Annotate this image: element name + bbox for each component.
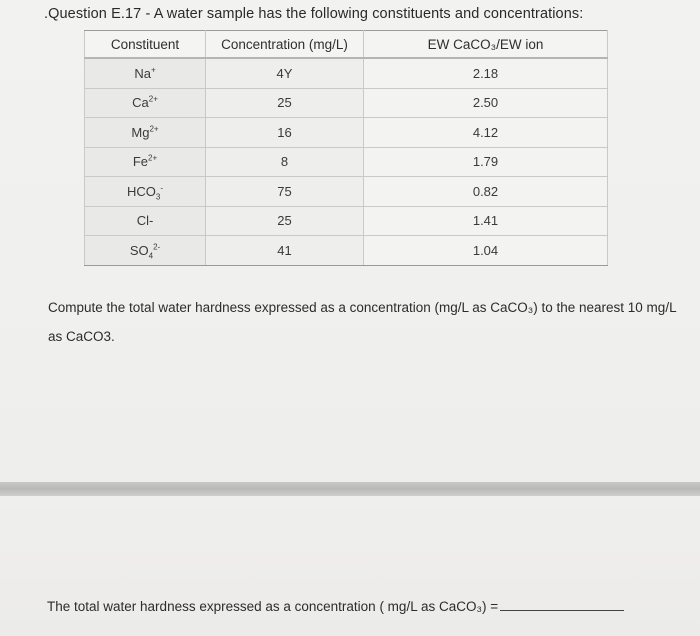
- concentration-cell: 4Y: [206, 58, 364, 88]
- concentration-cell: 41: [206, 236, 364, 266]
- concentration-cell: 25: [206, 88, 364, 118]
- question-title: .Question E.17 - A water sample has the following constituents and concentrations:: [44, 6, 584, 22]
- concentration-cell: 25: [206, 206, 364, 236]
- table-header-row: [85, 31, 608, 59]
- section-divider: [0, 482, 700, 496]
- ion-base: Na: [134, 65, 151, 81]
- ion-cell: [85, 236, 206, 266]
- ion-cell: [85, 88, 206, 118]
- ew-ratio-cell: 1.41: [364, 206, 608, 236]
- header-ew-ratio: EW CaCO₃/EW ion: [364, 31, 608, 59]
- ion-base: Fe: [132, 154, 149, 170]
- ion-base: Cl-: [136, 213, 154, 229]
- table-row: [85, 58, 608, 88]
- table-row: [85, 206, 608, 236]
- ion-base: Ca: [132, 95, 149, 111]
- ion-charge: 2+: [148, 153, 158, 163]
- table-row: [85, 236, 608, 266]
- answer-row: [47, 598, 624, 614]
- ion-base: HCO: [126, 183, 156, 199]
- ew-ratio-cell: 4.12: [364, 118, 608, 148]
- ion-charge: 2+: [148, 94, 158, 104]
- header-constituent: Constituent: [85, 31, 206, 59]
- ew-ratio-cell: 2.50: [364, 88, 608, 118]
- ew-ratio-cell: 1.79: [364, 147, 608, 177]
- answer-panel: [0, 496, 700, 636]
- ion-cell: [85, 147, 206, 177]
- concentration-cell: 16: [206, 118, 364, 148]
- table-row: [85, 88, 608, 118]
- ion-charge: 2-: [153, 242, 161, 252]
- ion-cell: [85, 206, 206, 236]
- ion-base: Mg: [131, 124, 150, 140]
- answer-blank-field[interactable]: [500, 598, 624, 611]
- table-row: [85, 147, 608, 177]
- ion-charge: 2+: [149, 124, 159, 134]
- constituents-table: [84, 30, 608, 266]
- ion-base: SO: [129, 242, 149, 258]
- ew-ratio-cell: 2.18: [364, 58, 608, 88]
- ion-subscript: 3: [155, 192, 161, 202]
- header-concentration: Concentration (mg/L): [206, 31, 364, 59]
- ion-charge: -: [160, 183, 163, 193]
- ion-cell: [85, 118, 206, 148]
- ion-charge: +: [150, 65, 156, 75]
- table-row: [85, 177, 608, 207]
- concentration-cell: 8: [206, 147, 364, 177]
- table-row: [85, 118, 608, 148]
- ion-cell: [85, 177, 206, 207]
- ew-ratio-cell: 0.82: [364, 177, 608, 207]
- answer-label: The total water hardness expressed as a concentration ( mg/L as CaCO₃) =: [47, 599, 499, 614]
- concentration-cell: 75: [206, 177, 364, 207]
- ion-cell: [85, 58, 206, 88]
- ion-subscript: 4: [148, 251, 154, 261]
- question-prompt-line-1: Compute the total water hardness expressed as a concentration (mg/L as CaCO₃) to the nearest 10 mg/L: [48, 300, 677, 315]
- ew-ratio-cell: 1.04: [364, 236, 608, 266]
- question-prompt-line-2: as CaCO3.: [48, 329, 115, 344]
